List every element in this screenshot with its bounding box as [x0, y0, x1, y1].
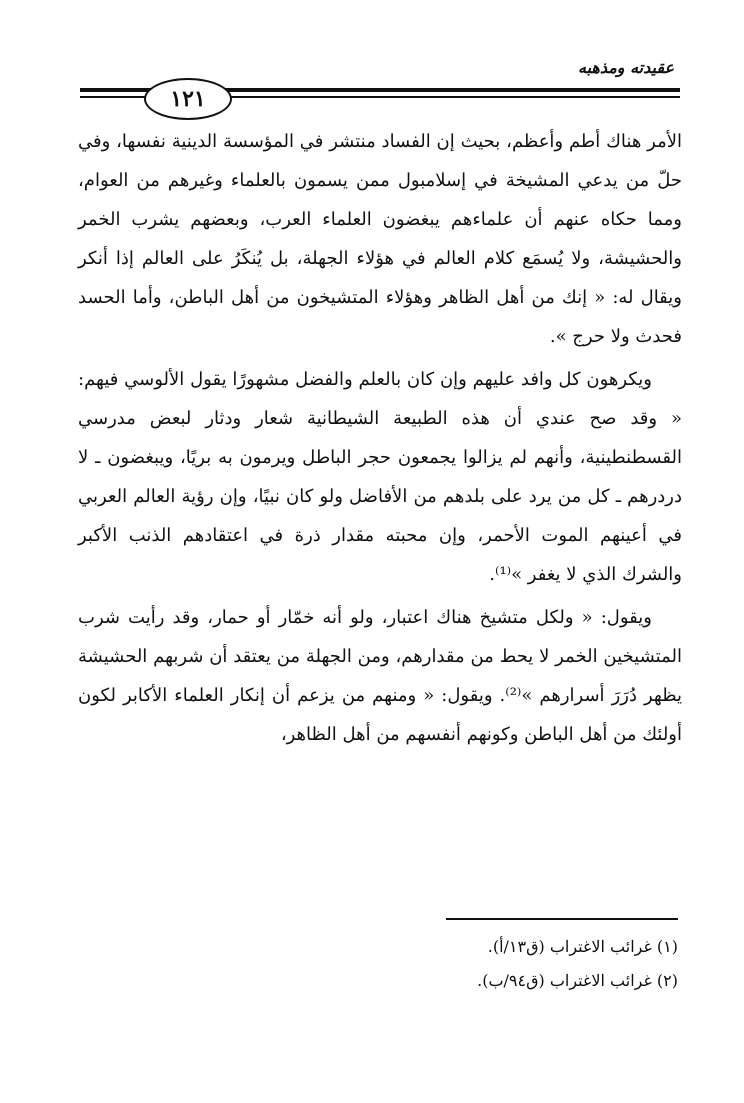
footnote: (٢) غرائب الاغتراب (ق٩٤/ب). — [477, 971, 678, 990]
footnote: (١) غرائب الاغتراب (ق١٣/أ). — [487, 937, 678, 956]
footnotes — [78, 930, 678, 998]
paragraph: ويكرهون كل وافد عليهم وإن كان بالعلم والفضل مشهورًا يقول الألوسي فيهم: « وقد صح عندي أن هذه الطبيعة الشيطانية شعار ودثار لبعض مدرسي القسطنطينية، وأنهم لم يزالوا يجمعون حجر الباطل ويرمون به بريًا، ويبغضون ـ لا دردرهم ـ كل من يرد على بلدهم من الأفاضل ولو كان نبيًا، وإن رؤية العالم العربي في أعينهم الموت الأحمر، وإن محبته مقدار ذرة في اعتقادهم الذنب الأكبر والشرك الذي لا يغفر »⁽¹⁾. — [78, 369, 682, 585]
running-title: عقيدته ومذهبه — [577, 58, 674, 77]
paragraph: الأمر هناك أطم وأعظم، بحيث إن الفساد منتشر في المؤسسة الدينية نفسها، وفي حلّ من يدعي المشيخة في إسلامبول ممن يسمون بالعلماء وغيرهم من العوام، ومما حكاه عنهم أن علماءهم يبغضون العلماء العرب، وبعضهم يشرب الخمر والحشيشة، ولا يُسمَع كلام العالم في هؤلاء الجهلة، بل يُنكَرُ على العالم إذا أنكر ويقال له: « إنك من أهل الظاهر وهؤلاء المتشيخون من أهل الباطن، وأما الحسد فحدث ولا حرج ». — [78, 131, 682, 347]
paragraph: ويقول: « ولكل متشيخ هناك اعتبار، ولو أنه خمّار أو حمار، وقد رأيت شرب المتشيخين الخمر لا يحط من مقدارهم، ومن الجهلة من يعتقد أن شربهم الحشيشة يظهر دُرَرَ أسرارهم »⁽²⁾. ويقول: « ومنهم من يزعم أن إنكار العلماء الأكابر لكون أولئك من أهل الباطن وكونهم أنفسهم من أهل الظاهر، — [78, 607, 683, 745]
main-text — [78, 122, 682, 754]
footnote-separator — [446, 918, 678, 920]
page-number-text: ١٢١ — [170, 86, 206, 112]
page-number — [144, 78, 232, 120]
